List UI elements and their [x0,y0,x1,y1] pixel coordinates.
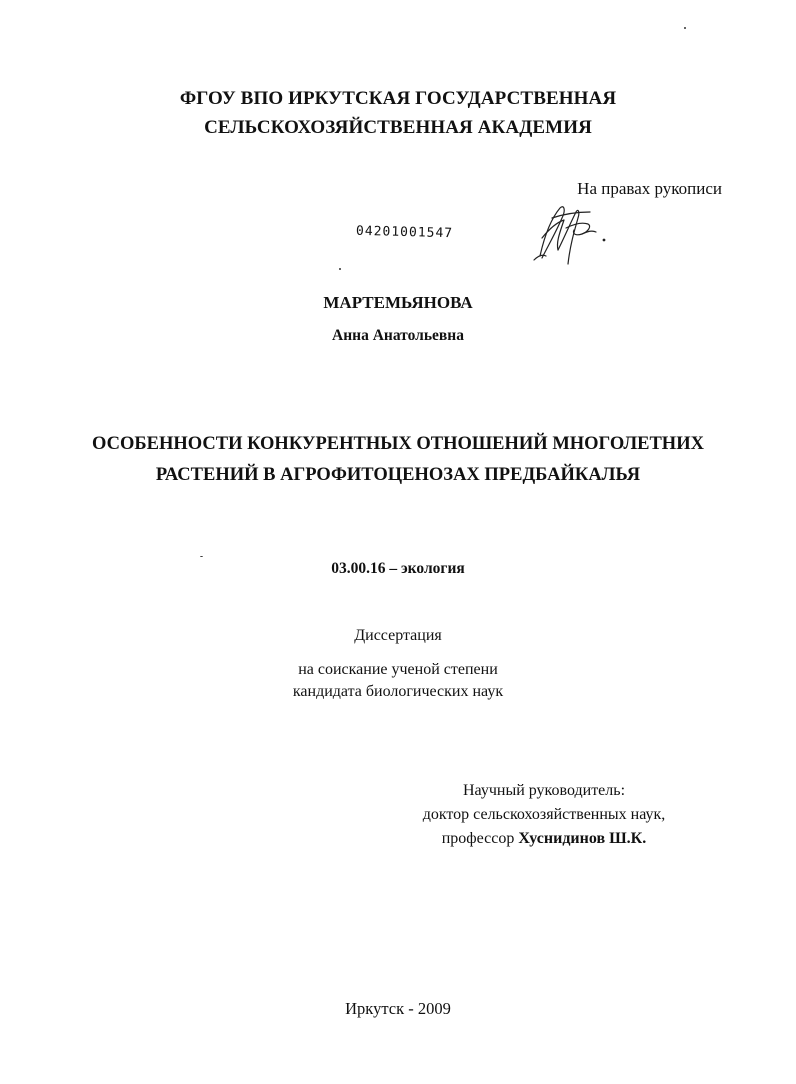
degree-purpose: на соискание ученой степени [298,661,498,678]
supervisor-position: профессор [441,830,515,847]
institution-line-2: СЕЛЬСКОХОЗЯЙСТВЕННАЯ АКАДЕМИЯ [204,117,592,138]
supervisor-degree: доктор сельскохозяйственных наук, [422,806,666,823]
author-surname: МАРТЕМЬЯНОВА [323,293,473,312]
rights-note: На правах рукописи [577,179,722,198]
document-type: Диссертация [354,627,442,644]
author-given-names: Анна Анатольевна [332,327,464,344]
dissertation-title-line-2: РАСТЕНИЙ В АГРОФИТОЦЕНОЗАХ ПРЕДБАЙКАЛЬЯ [155,465,641,485]
institution-line-1: ФГОУ ВПО ИРКУТСКАЯ ГОСУДАРСТВЕННАЯ [179,88,617,109]
registration-number: 04201001547 [355,223,454,242]
dissertation-title-line-1: ОСОБЕННОСТИ КОНКУРЕНТНЫХ ОТНОШЕНИЙ МНОГОЛЕТНИХ [92,434,704,454]
signature-image [530,198,614,270]
degree-name: кандидата биологических наук [292,683,504,700]
supervisor-label: Научный руководитель: [462,782,626,799]
scan-speck [339,268,341,270]
place-year: Иркутск - 2009 [345,999,451,1018]
specialty: 03.00.16 – экология [331,560,465,577]
supervisor-name: Хуснидинов Ш.К. [518,830,647,847]
scan-speck [684,27,686,29]
supervisor-line [394,830,694,848]
scan-speck [200,556,203,557]
